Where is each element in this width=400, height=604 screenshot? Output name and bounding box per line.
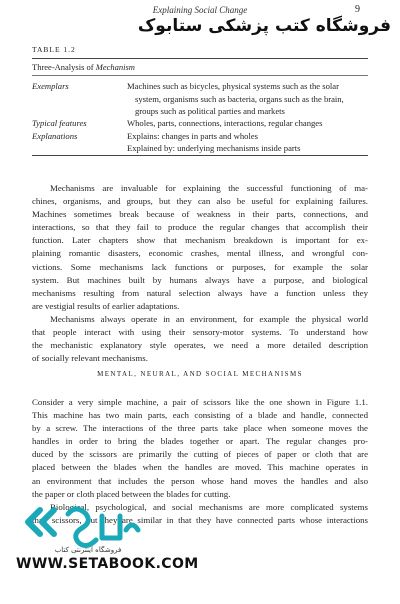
text-line: Machines sometimes break because of weakness in their parts, connections, and [32, 209, 368, 220]
text-line: Biological, psychological, and social mechanisms are more complicated systems [50, 502, 368, 512]
table-row-line: groups such as political parties and markets [135, 106, 285, 116]
text-line: victions. Some mechanisms lack functions or purposes, for example the solar [32, 261, 368, 272]
table-row-value [127, 117, 368, 130]
logo-subtitle: فروشگاه اینترنتی کتاب [54, 546, 122, 554]
body-paragraph [32, 313, 368, 365]
text-line: plaining romantic disasters, economic crashes, mental illness, and wrongful con- [32, 248, 368, 259]
text-line: that people interact with using their sensory-motor systems. To understand how [32, 327, 368, 338]
text-line: an environment that includes the person whose hand moves the handles and also [32, 475, 368, 486]
text-line: of socially relevant mechanisms. [32, 353, 148, 364]
table-row-line: system, organisms such as bacteria, organs such as the brain, [135, 93, 344, 104]
table-header-rule [32, 75, 368, 76]
table-top-rule [32, 58, 368, 59]
text-line: by a screw. The interactions of the three parts take place when someone moves the [32, 423, 368, 434]
text-line: the mechanistic explanatory style operates, we need a more detailed description [32, 340, 368, 351]
text-line: Mechanisms are invaluable for explaining the successful functioning of ma- [50, 183, 368, 193]
table-row-line: Explains: changes in parts and wholes [127, 130, 259, 141]
text-line: mechanisms resulting from natural selection always have a function unless they [32, 287, 368, 298]
body-paragraph [32, 182, 368, 313]
body-paragraph [32, 396, 368, 501]
table-row-line: Wholes, parts, connections, interactions, regular changes [127, 118, 323, 128]
table-row-label: Typical features [32, 118, 87, 128]
text-line: interactions, so that they fail to produce the regular changes that accomplish their [32, 222, 368, 233]
watermark-url: WWW.SETABOOK.COM [16, 556, 199, 572]
section-heading: MENTAL, NEURAL, AND SOCIAL MECHANISMS [97, 370, 303, 378]
table-label: TABLE 1.2 [32, 45, 76, 54]
text-line: than scissors, but they are similar in that they have connected parts whose interactions [32, 515, 368, 526]
table-row-line: Machines such as bicycles, physical systems such as the solar [127, 81, 339, 91]
text-line: placed between the blades when the handles are moved. This machine operates in [32, 462, 368, 473]
table-row-value [127, 80, 368, 118]
running-head: Explaining Social Change [152, 5, 248, 15]
page-number: 9 [355, 4, 360, 15]
text-line: system. But machines built by humans always have a purpose, and biological [32, 274, 368, 285]
text-line: duced by the scissors are primarily the cutting of pieces of paper or cloth that are [32, 449, 368, 460]
text-line: the paper or cloth placed between the blades for cutting. [32, 488, 231, 499]
text-line: This machine has two main parts, each consisting of a blade and handle, connected [32, 410, 368, 421]
watermark-banner: فروشگاه کتب پزشکی ستابوک [137, 16, 391, 36]
table-row-value [127, 130, 368, 155]
text-line: Consider a very simple machine, a pair of scissors like the one shown in Figure 1.1. [32, 397, 368, 407]
setabook-logo-icon [18, 500, 148, 556]
text-line: are vestigial results of earlier adaptations. [32, 300, 180, 311]
text-line: chines, organisms, and groups, but they can also be useful for explaining failures. [32, 196, 368, 207]
table-bottom-rule [32, 155, 368, 156]
watermark-logo [18, 500, 148, 556]
table-row-label: Exemplars [32, 81, 69, 91]
table-row-line: Explained by: underlying mechanisms inside parts [127, 143, 301, 153]
text-line: function. Later chapters show that mechanism breakdown is important for ex- [32, 235, 368, 246]
table-row-label: Explanations [32, 130, 78, 141]
table-title: Three-Analysis of Mechanism [32, 62, 135, 72]
text-line: Mechanisms always operate in an environment, for example the physical world [50, 314, 368, 324]
text-line: handles in order to bring the blades together or apart. The regular changes pro- [32, 436, 368, 447]
